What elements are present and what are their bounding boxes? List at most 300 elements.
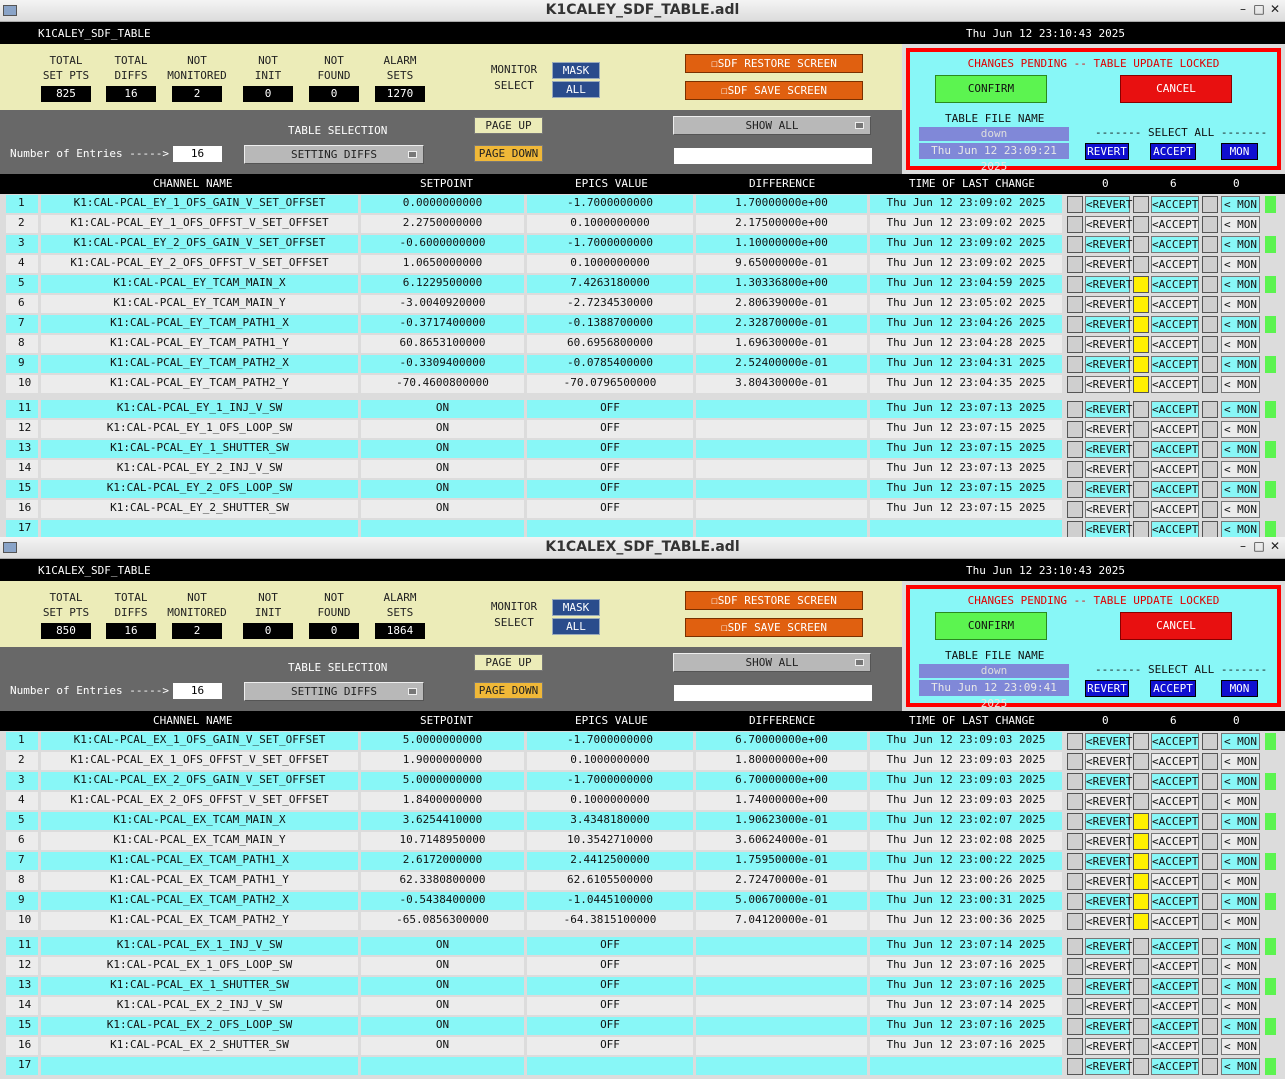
mon-select-box[interactable] (1202, 296, 1218, 313)
revert-select-box[interactable] (1067, 913, 1083, 930)
mon-select-box[interactable] (1202, 978, 1218, 995)
page-up-button[interactable]: PAGE UP (474, 654, 543, 671)
stat-label: MONITORED (167, 69, 227, 82)
changes-pending-message: CHANGES PENDING -- TABLE UPDATE LOCKED (967, 57, 1220, 70)
minimize-icon[interactable]: – (1240, 539, 1246, 553)
revert-select-box[interactable] (1067, 316, 1083, 333)
mon-select-box[interactable] (1202, 1018, 1218, 1035)
row-revert-button[interactable]: <REVERT (1086, 875, 1133, 888)
accept-select-box[interactable] (1133, 401, 1149, 418)
row-mon-button[interactable]: < MON (1221, 733, 1260, 750)
row-revert-button[interactable]: <REVERT (1086, 463, 1133, 476)
row-setpoint: ON (361, 400, 524, 418)
row-epics-value: OFF (527, 957, 693, 975)
row-mon-button[interactable]: < MON (1221, 521, 1260, 537)
revert-select-box[interactable] (1067, 421, 1083, 438)
revert-select-box[interactable] (1067, 813, 1083, 830)
row-accept-button[interactable]: <ACCEPT (1152, 358, 1199, 371)
row-mon-button[interactable]: < MON (1221, 1018, 1260, 1035)
accept-select-box[interactable] (1133, 441, 1149, 458)
table-row (0, 1056, 1285, 1076)
accept-select-box[interactable] (1133, 938, 1149, 955)
row-setpoint: -70.4600800000 (361, 375, 524, 393)
revert-select-box[interactable] (1067, 753, 1083, 770)
revert-select-box[interactable] (1067, 1058, 1083, 1075)
row-revert-button[interactable]: <REVERT (1086, 795, 1133, 808)
row-accept-button[interactable]: <ACCEPT (1152, 403, 1199, 416)
row-epics-value: 3.4348180000 (527, 812, 693, 830)
confirm-button[interactable]: CONFIRM (935, 75, 1047, 103)
revert-select-box[interactable] (1067, 521, 1083, 537)
accept-select-box[interactable] (1133, 1058, 1149, 1075)
table-column-header (0, 711, 1285, 731)
revert-select-box[interactable] (1067, 501, 1083, 518)
row-mon-button[interactable]: < MON (1221, 853, 1260, 870)
revert-select-box[interactable] (1067, 1038, 1083, 1055)
table-file-name-label: TABLE FILE NAME (945, 112, 1045, 125)
revert-select-box[interactable] (1067, 978, 1083, 995)
row-revert-button[interactable]: <REVERT (1086, 443, 1133, 456)
row-channel-name: K1:CAL-PCAL_EY_2_INJ_V_SW (41, 460, 358, 478)
row-accept-button[interactable]: <ACCEPT (1152, 795, 1199, 808)
mask-button[interactable]: MASK (552, 62, 600, 79)
mon-select-box[interactable] (1202, 773, 1218, 790)
show-all-menu[interactable] (673, 116, 871, 135)
revert-select-box[interactable] (1067, 998, 1083, 1015)
revert-all-button[interactable]: REVERT (1085, 680, 1129, 697)
row-mon-button[interactable]: < MON (1221, 873, 1260, 890)
mon-select-box[interactable] (1202, 461, 1218, 478)
mon-select-box[interactable] (1202, 1038, 1218, 1055)
row-epics-value: 60.6956800000 (527, 335, 693, 353)
row-channel-name: K1:CAL-PCAL_EY_TCAM_PATH2_X (41, 355, 358, 373)
row-mon-button[interactable]: < MON (1221, 441, 1260, 458)
table-row (0, 194, 1285, 214)
row-mon-button[interactable]: < MON (1221, 833, 1260, 850)
row-index: 2 (6, 752, 38, 770)
row-setpoint: ON (361, 977, 524, 995)
row-index: 7 (6, 315, 38, 333)
row-revert-button[interactable]: <REVERT (1086, 278, 1133, 291)
close-icon[interactable]: ✕ (1269, 2, 1281, 16)
accept-select-box[interactable] (1133, 501, 1149, 518)
row-mon-button[interactable]: < MON (1221, 813, 1260, 830)
row-revert-button[interactable]: <REVERT (1086, 378, 1133, 391)
page-down-button[interactable]: PAGE DOWN (474, 145, 543, 162)
row-time-of-last-change: Thu Jun 12 23:07:15 2025 (870, 480, 1062, 498)
row-index: 5 (6, 812, 38, 830)
row-index: 9 (6, 892, 38, 910)
accept-select-box[interactable] (1133, 873, 1149, 890)
screen-name: K1CALEX_SDF_TABLE (38, 564, 151, 577)
accept-select-box[interactable] (1133, 733, 1149, 750)
row-revert-button[interactable]: <REVERT (1086, 238, 1133, 251)
mask-button[interactable]: MASK (552, 599, 600, 616)
row-accept-button[interactable]: <ACCEPT (1152, 835, 1199, 848)
row-status-indicator (1265, 401, 1276, 418)
row-epics-value: OFF (527, 937, 693, 955)
col-epics-value: EPICS VALUE (575, 177, 648, 190)
row-accept-button[interactable]: <ACCEPT (1152, 735, 1199, 748)
row-mon-button[interactable]: < MON (1221, 316, 1260, 333)
row-accept-button[interactable]: <ACCEPT (1152, 198, 1199, 211)
accept-select-box[interactable] (1133, 853, 1149, 870)
row-mon-button[interactable]: < MON (1221, 401, 1260, 418)
accept-select-box[interactable] (1133, 1018, 1149, 1035)
accept-select-box[interactable] (1133, 256, 1149, 273)
accept-select-box[interactable] (1133, 998, 1149, 1015)
accept-select-box[interactable] (1133, 236, 1149, 253)
revert-select-box[interactable] (1067, 256, 1083, 273)
stat-not-found (304, 590, 364, 639)
mon-select-box[interactable] (1202, 356, 1218, 373)
revert-select-box[interactable] (1067, 481, 1083, 498)
row-accept-button[interactable]: <ACCEPT (1152, 815, 1199, 828)
row-revert-button[interactable]: <REVERT (1086, 815, 1133, 828)
mon-select-box[interactable] (1202, 853, 1218, 870)
accept-select-box[interactable] (1133, 316, 1149, 333)
row-accept-button[interactable]: <ACCEPT (1152, 378, 1199, 391)
mon-select-box[interactable] (1202, 421, 1218, 438)
row-index: 11 (6, 937, 38, 955)
accept-select-box[interactable] (1133, 216, 1149, 233)
mon-select-box[interactable] (1202, 893, 1218, 910)
row-revert-button[interactable]: <REVERT (1086, 318, 1133, 331)
accept-select-box[interactable] (1133, 978, 1149, 995)
window-title: K1CALEY_SDF_TABLE.adl (545, 2, 740, 18)
revert-select-box[interactable] (1067, 296, 1083, 313)
row-mon-button[interactable]: < MON (1221, 356, 1260, 373)
row-mon-button[interactable]: < MON (1221, 893, 1260, 910)
accept-select-box[interactable] (1133, 356, 1149, 373)
row-mon-button[interactable]: < MON (1221, 461, 1260, 478)
accept-select-box[interactable] (1133, 913, 1149, 930)
row-channel-name: K1:CAL-PCAL_EX_1_OFS_LOOP_SW (41, 957, 358, 975)
row-revert-button[interactable]: <REVERT (1086, 503, 1133, 516)
revert-select-box[interactable] (1067, 733, 1083, 750)
row-epics-value: OFF (527, 1037, 693, 1055)
revert-select-box[interactable] (1067, 276, 1083, 293)
filter-input[interactable] (674, 685, 872, 701)
row-mon-button[interactable]: < MON (1221, 913, 1260, 930)
row-accept-button[interactable]: <ACCEPT (1152, 960, 1199, 973)
row-revert-button[interactable]: <REVERT (1086, 403, 1133, 416)
mon-select-box[interactable] (1202, 336, 1218, 353)
row-mon-button[interactable]: < MON (1221, 773, 1260, 790)
revert-select-box[interactable] (1067, 793, 1083, 810)
row-revert-button[interactable]: <REVERT (1086, 218, 1133, 231)
table-row (0, 439, 1285, 459)
window-titlebar[interactable] (0, 0, 1285, 22)
mon-select-box[interactable] (1202, 793, 1218, 810)
row-epics-value: 0.1000000000 (527, 215, 693, 233)
select-label: SELECT (494, 616, 534, 629)
accept-select-box[interactable] (1133, 336, 1149, 353)
mon-select-box[interactable] (1202, 521, 1218, 537)
row-difference: 2.80639000e-01 (696, 295, 867, 313)
row-accept-button[interactable]: <ACCEPT (1152, 1060, 1199, 1073)
row-mon-button[interactable]: < MON (1221, 296, 1260, 313)
table-selection-menu[interactable] (244, 682, 424, 701)
table-row (0, 459, 1285, 479)
row-epics-value: OFF (527, 440, 693, 458)
maximize-icon[interactable]: □ (1253, 539, 1265, 553)
row-accept-button[interactable]: <ACCEPT (1152, 1020, 1199, 1033)
row-mon-button[interactable]: < MON (1221, 1038, 1260, 1055)
row-mon-button[interactable]: < MON (1221, 376, 1260, 393)
col-revert-count: 0 (1102, 177, 1109, 190)
row-mon-button[interactable]: < MON (1221, 793, 1260, 810)
row-revert-button[interactable]: <REVERT (1086, 960, 1133, 973)
mon-select-box[interactable] (1202, 1058, 1218, 1075)
mon-select-box[interactable] (1202, 913, 1218, 930)
accept-select-box[interactable] (1133, 376, 1149, 393)
row-channel-name: K1:CAL-PCAL_EY_2_OFS_OFFST_V_SET_OFFSET (41, 255, 358, 273)
row-mon-button[interactable]: < MON (1221, 276, 1260, 293)
accept-select-box[interactable] (1133, 773, 1149, 790)
row-revert-button[interactable]: <REVERT (1086, 915, 1133, 928)
row-mon-button[interactable]: < MON (1221, 753, 1260, 770)
show-all-menu[interactable] (673, 653, 871, 672)
filter-input[interactable] (674, 148, 872, 164)
table-row (0, 956, 1285, 976)
row-accept-button[interactable]: <ACCEPT (1152, 338, 1199, 351)
mon-select-box[interactable] (1202, 873, 1218, 890)
accept-select-box[interactable] (1133, 276, 1149, 293)
row-accept-button[interactable]: <ACCEPT (1152, 238, 1199, 251)
row-mon-button[interactable]: < MON (1221, 421, 1260, 438)
row-difference (696, 440, 867, 458)
accept-select-box[interactable] (1133, 813, 1149, 830)
accept-select-box[interactable] (1133, 461, 1149, 478)
row-mon-button[interactable]: < MON (1221, 938, 1260, 955)
accept-select-box[interactable] (1133, 793, 1149, 810)
row-revert-button[interactable]: <REVERT (1086, 775, 1133, 788)
accept-select-box[interactable] (1133, 753, 1149, 770)
sdf-restore-screen-button[interactable]: ☐SDF RESTORE SCREEN (685, 54, 863, 73)
row-revert-button[interactable]: <REVERT (1086, 298, 1133, 311)
row-revert-button[interactable]: <REVERT (1086, 258, 1133, 271)
cancel-button[interactable]: CANCEL (1120, 612, 1232, 640)
row-index: 4 (6, 792, 38, 810)
row-accept-button[interactable]: <ACCEPT (1152, 503, 1199, 516)
mon-select-box[interactable] (1202, 958, 1218, 975)
revert-select-box[interactable] (1067, 356, 1083, 373)
row-revert-button[interactable]: <REVERT (1086, 735, 1133, 748)
row-revert-button[interactable]: <REVERT (1086, 358, 1133, 371)
row-mon-button[interactable]: < MON (1221, 236, 1260, 253)
row-revert-button[interactable]: <REVERT (1086, 895, 1133, 908)
row-accept-button[interactable]: <ACCEPT (1152, 218, 1199, 231)
revert-all-button[interactable]: REVERT (1085, 143, 1129, 160)
all-button[interactable]: ALL (552, 81, 600, 98)
mon-select-box[interactable] (1202, 401, 1218, 418)
row-index: 10 (6, 912, 38, 930)
revert-select-box[interactable] (1067, 853, 1083, 870)
table-row (0, 479, 1285, 499)
row-accept-button[interactable]: <ACCEPT (1152, 980, 1199, 993)
row-accept-button[interactable]: <ACCEPT (1152, 318, 1199, 331)
row-mon-button[interactable]: < MON (1221, 998, 1260, 1015)
mon-select-box[interactable] (1202, 196, 1218, 213)
sdf-save-screen-button[interactable]: ☐SDF SAVE SCREEN (685, 81, 863, 100)
accept-select-box[interactable] (1133, 296, 1149, 313)
row-revert-button[interactable]: <REVERT (1086, 855, 1133, 868)
row-accept-button[interactable]: <ACCEPT (1152, 915, 1199, 928)
accept-select-box[interactable] (1133, 1038, 1149, 1055)
row-revert-button[interactable]: <REVERT (1086, 1020, 1133, 1033)
all-button[interactable]: ALL (552, 618, 600, 635)
mon-select-box[interactable] (1202, 441, 1218, 458)
row-index: 17 (6, 1057, 38, 1075)
row-accept-button[interactable]: <ACCEPT (1152, 755, 1199, 768)
col-revert-count: 0 (1102, 714, 1109, 727)
mon-select-box[interactable] (1202, 376, 1218, 393)
col-time-of-last-change: TIME OF LAST CHANGE (909, 177, 1035, 190)
revert-select-box[interactable] (1067, 833, 1083, 850)
mon-select-box[interactable] (1202, 501, 1218, 518)
row-revert-button[interactable]: <REVERT (1086, 1000, 1133, 1013)
row-mon-button[interactable]: < MON (1221, 336, 1260, 353)
revert-select-box[interactable] (1067, 336, 1083, 353)
row-channel-name: K1:CAL-PCAL_EY_2_SHUTTER_SW (41, 500, 358, 518)
row-mon-button[interactable]: < MON (1221, 958, 1260, 975)
revert-select-box[interactable] (1067, 873, 1083, 890)
accept-select-box[interactable] (1133, 833, 1149, 850)
row-channel-name: K1:CAL-PCAL_EX_2_OFS_OFFST_V_SET_OFFSET (41, 792, 358, 810)
revert-select-box[interactable] (1067, 461, 1083, 478)
row-channel-name (41, 1057, 358, 1075)
revert-select-box[interactable] (1067, 958, 1083, 975)
table-selection-menu[interactable] (244, 145, 424, 164)
mon-select-box[interactable] (1202, 733, 1218, 750)
accept-select-box[interactable] (1133, 421, 1149, 438)
row-revert-button[interactable]: <REVERT (1086, 940, 1133, 953)
mon-all-button[interactable]: MON (1221, 143, 1258, 160)
row-revert-button[interactable]: <REVERT (1086, 980, 1133, 993)
sdf-save-screen-button[interactable]: ☐SDF SAVE SCREEN (685, 618, 863, 637)
row-accept-button[interactable]: <ACCEPT (1152, 1000, 1199, 1013)
entries-label: Number of Entries -----> (10, 147, 169, 160)
row-mon-button[interactable]: < MON (1221, 196, 1260, 213)
row-time-of-last-change: Thu Jun 12 23:00:22 2025 (870, 852, 1062, 870)
minimize-icon[interactable]: – (1240, 2, 1246, 16)
row-accept-button[interactable]: <ACCEPT (1152, 258, 1199, 271)
mon-select-box[interactable] (1202, 316, 1218, 333)
accept-select-box[interactable] (1133, 521, 1149, 537)
mon-select-box[interactable] (1202, 753, 1218, 770)
revert-select-box[interactable] (1067, 441, 1083, 458)
row-mon-button[interactable]: < MON (1221, 216, 1260, 233)
mon-select-box[interactable] (1202, 276, 1218, 293)
accept-select-box[interactable] (1133, 196, 1149, 213)
table-row (0, 936, 1285, 956)
row-revert-button[interactable]: <REVERT (1086, 523, 1133, 536)
mon-select-box[interactable] (1202, 998, 1218, 1015)
mon-select-box[interactable] (1202, 481, 1218, 498)
row-channel-name: K1:CAL-PCAL_EY_1_OFS_LOOP_SW (41, 420, 358, 438)
row-epics-value: -1.7000000000 (527, 732, 693, 750)
window-titlebar[interactable] (0, 537, 1285, 559)
row-accept-button[interactable]: <ACCEPT (1152, 940, 1199, 953)
mon-select-box[interactable] (1202, 236, 1218, 253)
cancel-button[interactable]: CANCEL (1120, 75, 1232, 103)
row-revert-button[interactable]: <REVERT (1086, 338, 1133, 351)
accept-select-box[interactable] (1133, 481, 1149, 498)
row-accept-button[interactable]: <ACCEPT (1152, 278, 1199, 291)
row-accept-button[interactable]: <ACCEPT (1152, 463, 1199, 476)
row-accept-button[interactable]: <ACCEPT (1152, 298, 1199, 311)
row-accept-button[interactable]: <ACCEPT (1152, 775, 1199, 788)
revert-select-box[interactable] (1067, 216, 1083, 233)
page-down-button[interactable]: PAGE DOWN (474, 682, 543, 699)
close-icon[interactable]: ✕ (1269, 539, 1281, 553)
row-accept-button[interactable]: <ACCEPT (1152, 1040, 1199, 1053)
row-setpoint: -0.3309400000 (361, 355, 524, 373)
row-difference (696, 480, 867, 498)
row-setpoint: ON (361, 1037, 524, 1055)
mon-select-box[interactable] (1202, 216, 1218, 233)
row-accept-button[interactable]: <ACCEPT (1152, 895, 1199, 908)
row-accept-button[interactable]: <ACCEPT (1152, 523, 1199, 536)
row-mon-button[interactable]: < MON (1221, 1058, 1260, 1075)
mon-all-button[interactable]: MON (1221, 680, 1258, 697)
mon-select-box[interactable] (1202, 813, 1218, 830)
revert-select-box[interactable] (1067, 938, 1083, 955)
page-up-button[interactable]: PAGE UP (474, 117, 543, 134)
row-accept-button[interactable]: <ACCEPT (1152, 875, 1199, 888)
accept-all-button[interactable]: ACCEPT (1150, 680, 1196, 697)
accept-all-button[interactable]: ACCEPT (1150, 143, 1196, 160)
row-mon-button[interactable]: < MON (1221, 256, 1260, 273)
confirm-button[interactable]: CONFIRM (935, 612, 1047, 640)
maximize-icon[interactable]: □ (1253, 2, 1265, 16)
revert-select-box[interactable] (1067, 236, 1083, 253)
mon-select-box[interactable] (1202, 833, 1218, 850)
revert-select-box[interactable] (1067, 893, 1083, 910)
row-time-of-last-change: Thu Jun 12 23:07:16 2025 (870, 977, 1062, 995)
col-channel-name: CHANNEL NAME (153, 177, 233, 190)
revert-select-box[interactable] (1067, 196, 1083, 213)
revert-select-box[interactable] (1067, 401, 1083, 418)
row-revert-button[interactable]: <REVERT (1086, 198, 1133, 211)
row-revert-button[interactable]: <REVERT (1086, 483, 1133, 496)
revert-select-box[interactable] (1067, 376, 1083, 393)
row-accept-button[interactable]: <ACCEPT (1152, 483, 1199, 496)
row-revert-button[interactable]: <REVERT (1086, 423, 1133, 436)
row-accept-button[interactable]: <ACCEPT (1152, 423, 1199, 436)
mon-select-box[interactable] (1202, 938, 1218, 955)
row-accept-button[interactable]: <ACCEPT (1152, 443, 1199, 456)
row-revert-button[interactable]: <REVERT (1086, 1040, 1133, 1053)
mon-select-box[interactable] (1202, 256, 1218, 273)
row-channel-name: K1:CAL-PCAL_EX_TCAM_PATH1_Y (41, 872, 358, 890)
row-revert-button[interactable]: <REVERT (1086, 1060, 1133, 1073)
row-accept-button[interactable]: <ACCEPT (1152, 855, 1199, 868)
table-row (0, 976, 1285, 996)
row-mon-button[interactable]: < MON (1221, 481, 1260, 498)
revert-select-box[interactable] (1067, 1018, 1083, 1035)
sdf-restore-screen-button[interactable]: ☐SDF RESTORE SCREEN (685, 591, 863, 610)
row-revert-button[interactable]: <REVERT (1086, 835, 1133, 848)
row-mon-button[interactable]: < MON (1221, 501, 1260, 518)
revert-select-box[interactable] (1067, 773, 1083, 790)
accept-select-box[interactable] (1133, 893, 1149, 910)
row-revert-button[interactable]: <REVERT (1086, 755, 1133, 768)
col-epics-value: EPICS VALUE (575, 714, 648, 727)
accept-select-box[interactable] (1133, 958, 1149, 975)
row-mon-button[interactable]: < MON (1221, 978, 1260, 995)
